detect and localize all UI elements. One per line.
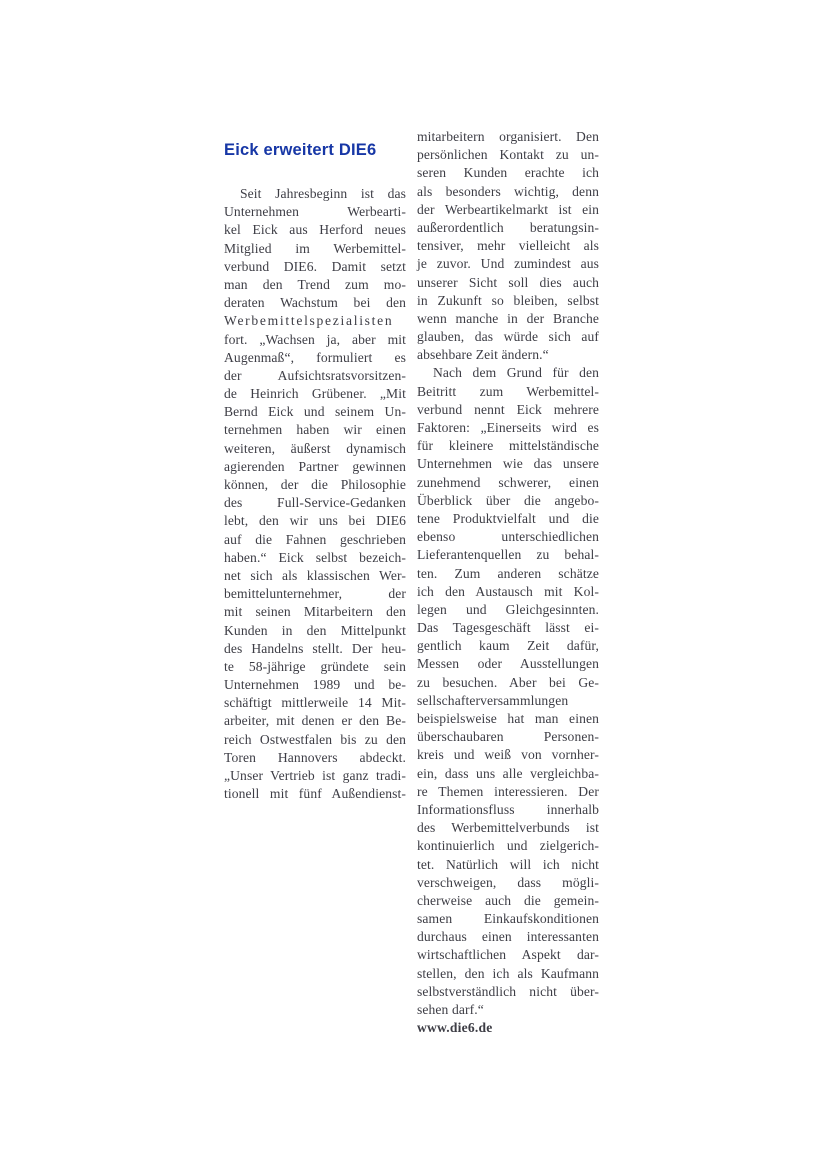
text-line: für kleinere mittelständische [417, 438, 599, 454]
text-line: auf die Fahnen geschrieben [224, 531, 406, 547]
text-line: als besonders wichtig, denn [417, 183, 599, 199]
article-heading: Eick erweitert DIE6 [224, 141, 377, 159]
text-line: kreis und weiß von vornher- [417, 747, 599, 763]
text-line: de Heinrich Grübener. „Mit [224, 386, 406, 402]
text-line: mitarbeitern organisiert. Den [417, 129, 599, 144]
text-line: Seit Jahresbeginn ist das [240, 186, 406, 201]
text-line: te 58-jährige gründete sein [224, 658, 406, 674]
text-line: lebt, den wir uns bei DIE6 [224, 513, 406, 529]
text-line: können, der die Philosophie [224, 477, 406, 492]
article-left-column [224, 141, 406, 803]
text-line: agierenden Partner gewinnen [224, 458, 406, 474]
text-line: Kunden in den Mittelpunkt [224, 622, 406, 638]
text-line: gentlich kaum Zeit dafür, [417, 638, 599, 654]
text-line: reich Ostwestfalen bis zu den [224, 731, 406, 747]
text-line: Unternehmen 1989 und be- [224, 677, 406, 693]
text-line: verbund DIE6. Damit setzt [224, 258, 406, 274]
text-line: in Zukunft so bleiben, selbst [417, 292, 599, 308]
text-line: ten. Zum anderen schätze [417, 565, 599, 581]
text-line: sehen darf.“ [417, 1002, 484, 1017]
text-line: zu besuchen. Aber bei Ge- [417, 674, 599, 690]
text-line: überschaubaren Personen- [417, 729, 599, 745]
text-line: beispielsweise hat man einen [417, 711, 599, 726]
text-line: der Aufsichtsratsvorsitzen- [224, 367, 406, 383]
text-line: Unternehmen wie das unsere [417, 456, 599, 472]
text-line: tensiver, mehr vielleicht als [417, 238, 599, 254]
text-line: Mitglied im Werbemittel- [224, 240, 406, 256]
text-line: Nach dem Grund für den [433, 365, 599, 381]
text-line: net sich als klassischen Wer- [224, 567, 406, 583]
right-column-text [417, 128, 599, 1037]
text-line: ebenso unterschiedlichen [417, 529, 599, 545]
text-line: seren Kunden erachte ich [417, 165, 599, 181]
text-line: deraten Wachstum bei den [224, 295, 406, 311]
text-line: Faktoren: „Einerseits wird es [417, 420, 599, 435]
text-line: Werbemittelspezialisten [224, 313, 394, 329]
text-line: Informationsfluss innerhalb [417, 801, 599, 817]
text-line: des Full-Service-Gedanken [224, 495, 406, 511]
text-line: Überblick über die angebo- [417, 492, 599, 508]
text-line: tionell mit fünf Außendienst- [224, 786, 406, 802]
text-line: weiteren, äußerst dynamisch [224, 440, 406, 456]
text-line: ein, dass uns alle vergleichba- [417, 765, 599, 781]
website-url-line: www.die6.de [417, 1020, 493, 1036]
text-line: selbstverständlich nicht über- [417, 983, 599, 999]
text-line: arbeiter, mit denen er den Be- [224, 713, 406, 729]
text-line: cherweise auch die gemein- [417, 892, 599, 908]
text-line: Bernd Eick und seinem Un- [224, 404, 406, 420]
text-line: wenn manche in der Branche [417, 310, 599, 326]
text-line: glauben, das würde sich auf [417, 329, 599, 345]
text-line: Unternehmen Werbearti- [224, 204, 406, 220]
text-line: mit seinen Mitarbeitern den [224, 604, 406, 620]
text-line: persönlichen Kontakt zu un- [417, 147, 599, 163]
left-column-text [224, 185, 406, 803]
text-line: verbund nennt Eick mehrere [417, 401, 599, 417]
text-line: durchaus einen interessanten [417, 929, 599, 945]
text-line: bemittelunternehmer, der [224, 586, 406, 602]
text-line: schäftigt mittlerweile 14 Mit- [224, 695, 406, 711]
text-line: des Handelns stellt. Der heu- [224, 640, 406, 656]
text-line: absehbare Zeit ändern.“ [417, 347, 549, 363]
text-line: außerordentlich beratungsin- [417, 219, 599, 235]
text-line: zunehmend schwerer, einen [417, 474, 599, 490]
text-line: kel Eick aus Herford neues [224, 222, 406, 238]
text-line: tet. Natürlich will ich nicht [417, 856, 599, 872]
text-line: des Werbemittelverbunds ist [417, 820, 599, 836]
text-line: sellschafterversammlungen [417, 692, 569, 708]
text-line: Toren Hannovers abdeckt. [224, 749, 406, 765]
text-line: fort. „Wachsen ja, aber mit [224, 331, 406, 347]
text-line: ich den Austausch mit Kol- [417, 583, 599, 599]
text-line: stellen, den ich als Kaufmann [417, 965, 599, 981]
text-line: legen und Gleichgesinnten. [417, 601, 599, 617]
text-line: Lieferantenquellen zu behal- [417, 547, 599, 563]
text-line: wirtschaftlichen Aspekt dar- [417, 947, 599, 963]
text-line: ternehmen haben wir einen [224, 422, 406, 438]
text-line: Beitritt zum Werbemittel- [417, 383, 599, 399]
text-line: je zuvor. Und zumindest aus [417, 256, 599, 272]
text-line: Das Tagesgeschäft lässt ei- [417, 620, 599, 636]
text-line: „Unser Vertrieb ist ganz tradi- [224, 768, 406, 783]
text-line: der Werbeartikelmarkt ist ein [417, 201, 599, 217]
text-line: haben.“ Eick selbst bezeich- [224, 549, 406, 565]
text-line: re Themen interessieren. Der [417, 783, 599, 799]
text-line: man den Trend zum mo- [224, 276, 406, 292]
text-line: unserer Sicht soll dies auch [417, 274, 599, 290]
text-line: tene Produktvielfalt und die [417, 510, 599, 526]
text-line: Messen oder Ausstellungen [417, 656, 599, 672]
text-line: samen Einkaufskonditionen [417, 911, 599, 927]
text-line: verschweigen, dass mögli- [417, 874, 599, 890]
text-line: Augenmaß“, formuliert es [224, 349, 406, 365]
article-right-column [417, 128, 599, 1037]
text-line: kontinuierlich und zielgerich- [417, 838, 599, 854]
